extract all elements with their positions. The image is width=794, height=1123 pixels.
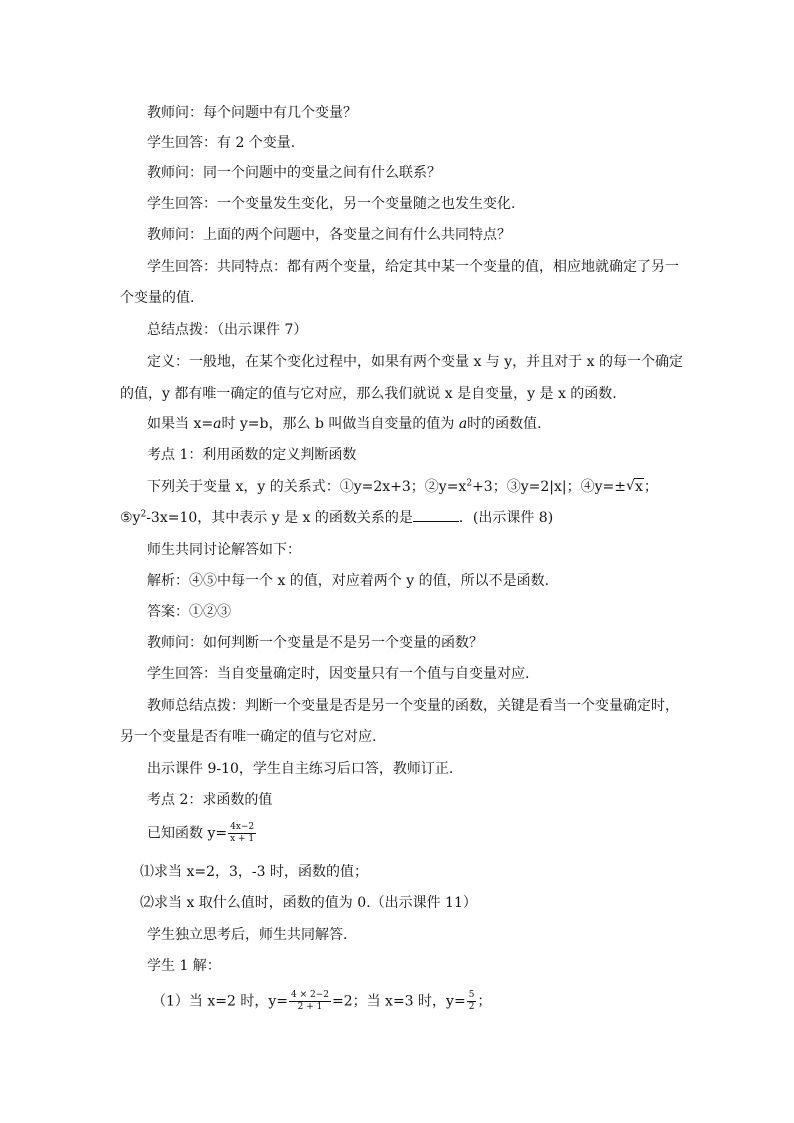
denominator: 2 + 1 [297, 1002, 323, 1012]
text-segment: =2；当 x=3 时，y= [331, 993, 466, 1010]
text-segment: 时 y=b，那么 b 叫做当自变量的值为 [221, 416, 459, 432]
teacher-summary-line1: 教师总结点拨：判断一个变量是否是另一个变量的函数，关键是看当一个变量确定时， [147, 698, 679, 714]
variable-a: a [458, 416, 468, 432]
teacher-question-2: 教师问：同一个问题中的变量之间有什么联系？ [147, 165, 441, 181]
radicand: x [634, 479, 643, 495]
text-segment: （1）当 x=2 时，y= [152, 993, 288, 1010]
numerator: 4x−2 [230, 822, 255, 832]
teacher-summary-line2: 另一个变量是否有唯一确定的值与它对应. [120, 729, 377, 745]
text-segment: +3；③y=2|x|；④y=± [472, 479, 626, 495]
fraction [467, 990, 477, 1013]
text-segment: ； [477, 993, 492, 1010]
text-segment: ⑤y [120, 510, 141, 526]
numerator: 4 × 2−2 [290, 990, 329, 1000]
student-1-solution-label: 学生 1 解： [147, 958, 221, 974]
exponent: 2 [140, 509, 147, 520]
answer-blank [413, 509, 459, 522]
numerator: 5 [468, 990, 475, 1000]
text-segment: ； [643, 479, 658, 495]
student-answer-4: 学生回答：当自变量确定时，因变量只有一个值与自变量对应. [147, 666, 530, 682]
student-answer-2: 学生回答：一个变量发生变化，另一个变量随之也发生变化. [147, 196, 516, 212]
summary-heading: 总结点拨：（出示课件 7） [147, 322, 308, 338]
text-segment: -3x=10，其中表示 y 是 x 的函数关系的是 [146, 510, 413, 526]
definition-line2: 的值，y 都有唯一确定的值与它对应，那么我们就说 x 是自变量，y 是 x 的函数. [120, 386, 617, 402]
teacher-question-4: 教师问：如何判断一个变量是不是另一个变量的函数？ [147, 635, 483, 651]
teacher-question-3: 教师问：上面的两个问题中，各变量之间有什么共同特点？ [147, 227, 511, 243]
fraction [289, 990, 331, 1013]
question-2: ⑵求当 x 取什么值时，函数的值为 0.（出示课件 11） [140, 895, 477, 911]
text-segment: 如果当 x= [147, 416, 214, 432]
practice-note: 出示课件 9-10，学生自主练习后口答，教师订正. [147, 761, 454, 777]
discussion-intro: 师生共同讨论解答如下： [147, 542, 301, 558]
function-value-definition [147, 414, 542, 434]
solve-note: 学生独立思考后，师生共同解答. [147, 927, 348, 943]
answer: 答案：①②③ [147, 604, 231, 620]
definition-line1: 定义：一般地，在某个变化过程中，如果有两个变量 x 与 y，并且对于 x 的每一个确定 [147, 354, 683, 370]
student-answer-1: 学生回答：有 2 个变量. [147, 135, 296, 151]
radical-sign-icon: √ [625, 478, 635, 494]
fraction [228, 822, 256, 845]
text-segment: ．(出示课件 8) [458, 510, 554, 526]
key-point-2: 考点 2：求函数的值 [147, 792, 273, 808]
square-root [626, 477, 644, 497]
exponent: 2 [466, 478, 473, 489]
key-point-1: 考点 1：利用函数的定义判断函数 [147, 447, 357, 463]
denominator: 2 [468, 1002, 475, 1012]
question-1: ⑴求当 x=2，3，-3 时，函数的值； [140, 864, 368, 880]
analysis: 解析：④⑤中每一个 x 的值，对应着两个 y 的值，所以不是函数. [147, 573, 550, 589]
exercise-relations-line2 [120, 508, 553, 528]
teacher-question-1: 教师问：每个问题中有几个变量？ [147, 105, 357, 121]
text-segment: 已知函数 y= [147, 825, 228, 842]
exercise-relations-line1 [147, 477, 658, 497]
student-answer-3-line1: 学生回答：共同特点：都有两个变量，给定其中某一个变量的值，相应地就确定了另一 [147, 259, 679, 275]
variable-a: a [213, 416, 222, 432]
student-answer-3-line2: 个变量的值. [120, 290, 195, 306]
text-segment: 时的函数值. [467, 416, 542, 432]
solution-step-1 [152, 990, 491, 1013]
denominator: x + 1 [230, 834, 255, 844]
text-segment: 下列关于变量 x，y 的关系式：①y=2x+3；②y=x [147, 479, 467, 495]
given-function [147, 822, 257, 845]
